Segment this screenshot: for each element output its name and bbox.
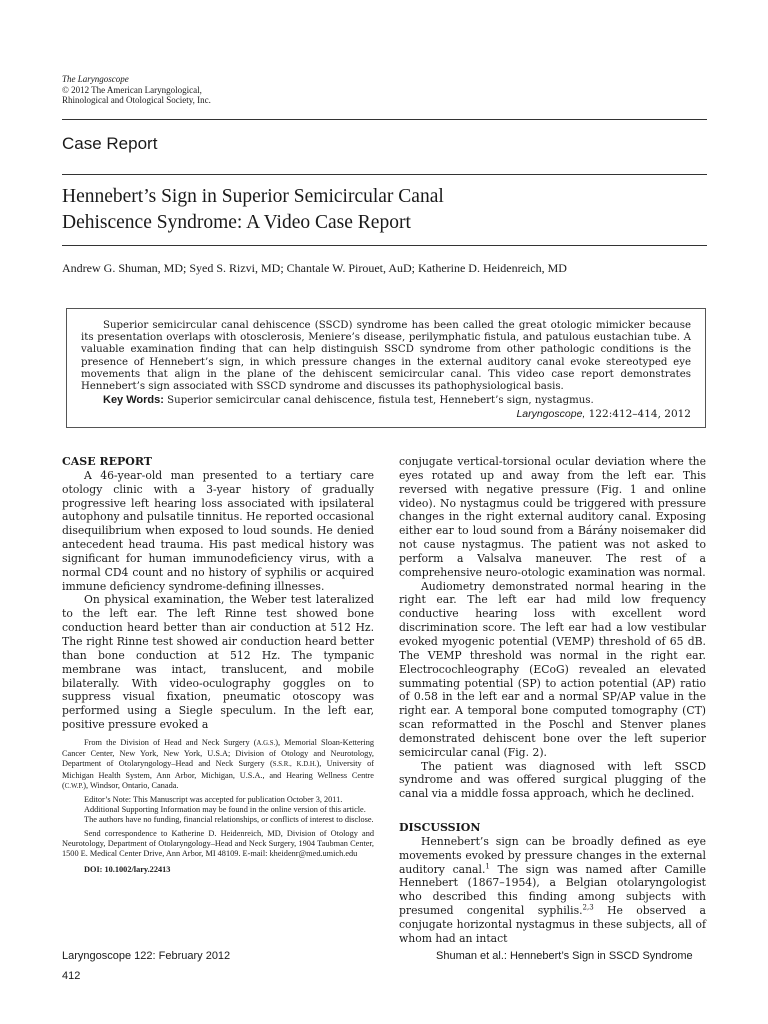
footer-page-number: 412 <box>62 970 81 982</box>
case-report-heading: CASE REPORT <box>62 455 152 468</box>
abstract-citation <box>81 408 691 420</box>
citation-journal: Laryngoscope, <box>516 408 586 421</box>
editor-note-footnote: Editor’s Note: This Manuscript was accepted for publication October 3, 2011. <box>84 795 343 805</box>
case-report-paragraph: On physical examination, the Weber test lateralized to the left ear. The left Rinne test showed bone conduction heard better than air conduction at 512 Hz. The right Rinne test showed air conduction heard better than bone conduction at 512 Hz. The tympanic membrane was intact, translucent, and mobile bilaterally. With video-oculography goggles on to suppress visual fixation, pneumatic otoscopy was performed using a Siegle speculum. In the left ear, positive pressure evoked a <box>62 593 374 732</box>
reference-superscript[interactable]: 2,3 <box>582 903 594 912</box>
key-words-label: Key Words: <box>103 394 164 407</box>
case-report-paragraph: conjugate vertical-torsional ocular deviation where the eyes rotated up and away from the left ear. This reversed with negative pressure (Fig. 1 and online video). No nystagmus could be triggered with pressure changes in the right external auditory canal. Exposing either ear to loud sound from a Bárány noisemaker did not cause nystagmus. The patient was not asked to perform a Valsalva maneuver. The rest of a comprehensive neuro-otologic examination was normal. <box>399 455 706 579</box>
section-label: Case Report <box>62 134 158 153</box>
right-column <box>399 455 706 946</box>
header-rule <box>62 119 707 120</box>
discussion-heading: DISCUSSION <box>399 821 481 835</box>
correspondence-footnote: Send correspondence to Katherine D. Heidenreich, MD, Division of Otology and Neurotology, Department of Otolaryngology–Head and Neck Surgery, 1904 Taubman Center, 1500 E. Medical Center Drive, Ann Arbor, MI 48109. E-mail: kheidenr@med.umich.edu <box>62 828 374 859</box>
footer-running-title: Shuman et al.: Hennebert’s Sign in SSCD Syndrome <box>436 950 693 962</box>
supporting-info-footnote: Additional Supporting Information may be found in the online version of this article. <box>84 805 366 815</box>
journal-copyright: © 2012 The American Laryngological, <box>62 84 202 95</box>
discussion-paragraph: Hennebert’s sign can be broadly defined as eye movements evoked by pressure changes in the external auditory canal.$^1$ The sign was named after Camille Hennebert (1867–1954), a Belgian otolaryngologist who described this finding among subjects with presumed congenital syphilis.$^{2,3}$ He observed a conjugate horizontal nystagmus in these subjects, all of whom had an intact <box>399 834 707 945</box>
key-words <box>81 394 691 407</box>
citation-details: 122:412–414, 2012 <box>585 408 691 421</box>
reference-superscript[interactable]: 1 <box>485 862 490 871</box>
article-title-line2: Dehiscence Syndrome: A Video Case Report <box>62 212 411 233</box>
journal-copyright-line2: Rhinological and Otological Society, Inc. <box>62 95 211 105</box>
journal-name: The Laryngoscope <box>62 74 129 84</box>
disclosure-footnote: The authors have no funding, financial relationships, or conflicts of interest to disclose. <box>84 815 374 825</box>
key-words-text: Superior semicircular canal dehiscence, fistula test, Hennebert’s sign, nystagmus. <box>163 395 594 407</box>
case-report-paragraph: The patient was diagnosed with left SSCD syndrome and was offered surgical plugging of the canal via a middle fossa approach, which he declined. <box>399 759 706 801</box>
article-title-line1: Hennebert’s Sign in Superior Semicircular Canal <box>62 186 444 207</box>
footnotes <box>62 738 374 878</box>
article-title <box>62 184 702 236</box>
abstract-text: Superior semicircular canal dehiscence (SSCD) syndrome has been called the great otologic mimicker because its presentation overlaps with otosclerosis, Meniere’s disease, perilymphatic fistula, and patulous eustachian tube. A valuable examination finding that can help distinguish SSCD syndrome from other pathologic conditions is the presence of Hennebert’s sign, in which pressure changes in the external auditory canal evoke stereotyped eye movements that align in the plane of the dehiscent semicircular canal. This video case report demonstrates Hennebert’s sign associated with SSCD syndrome and discusses its pathophysiological basis. <box>81 320 691 393</box>
doi: DOI: 10.1002/lary.22413 <box>84 865 171 875</box>
title-rule-top <box>62 174 707 175</box>
left-column <box>62 455 374 732</box>
footer-journal-issue: Laryngoscope 122: February 2012 <box>62 950 231 962</box>
title-rule-bottom <box>62 245 707 246</box>
journal-header <box>62 74 211 106</box>
case-report-paragraph: Audiometry demonstrated normal hearing in the right ear. The left ear had mild low frequency conductive hearing loss with excellent word discrimination score. The left ear had a low vestibular evoked myogenic potential (VEMP) threshold of 65 dB. The VEMP threshold was normal in the right ear. Electrocochleography (ECoG) revealed an elevated summating potential (SP) to action potential (AP) ratio of 0.58 in the left ear and a normal SP/AP value in the right ear. A temporal bone computed tomography (CT) scan reformatted in the Poschl and Stenver planes demonstrated dehiscent bone over the left superior semicircular canal (Fig. 2). <box>399 579 706 759</box>
case-report-paragraph: A 46-year-old man presented to a tertiary care otology clinic with a 3-year history of gradually progressive left hearing loss associated with ipsilateral autophony and pulsatile tinnitus. He reported occasional disequilibrium when exposed to loud sounds. He denied antecedent head trauma. His past medical history was significant for human immunodeficiency virus, with a normal CD4 count and no history of syphilis or acquired immune deficiency syndrome-defining illnesses. <box>62 468 374 593</box>
affiliations-footnote: From the Division of Head and Neck Surgery (A.G.S.), Memorial Sloan-Kettering Cancer Center, New York, New York, U.S.A; Division of Otology and Neurotology, Department of Otolaryngology–Head and Neck Surgery (S.S.R., K.D.H.), University of Michigan Health System, Ann Arbor, Michigan, U.S.A., and Hearing Wellness Centre (C.W.P.), Windsor, Ontario, Canada. <box>62 738 375 790</box>
abstract-box <box>66 308 706 428</box>
author-list: Andrew G. Shuman, MD; Syed S. Rizvi, MD; Chantale W. Pirouet, AuD; Katherine D. Heidenreich, MD <box>62 261 567 275</box>
